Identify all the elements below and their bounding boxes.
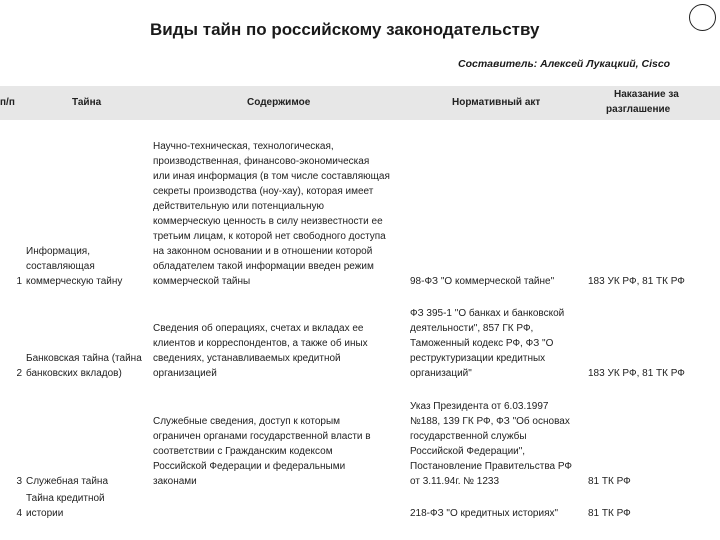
secret-content-line: третьим лицам, к которой нет свободного доступа	[153, 231, 386, 242]
legal-act	[410, 274, 580, 289]
row-number-line: 2	[16, 368, 22, 379]
corner-circle-icon	[689, 4, 716, 31]
legal-act-line: организаций"	[410, 368, 472, 379]
row-number	[0, 274, 22, 289]
secret-content-line: сведениях, устанавливаемых кредитной	[153, 353, 341, 364]
secret-content-line: клиентов и корреспондентов, а также об иных	[153, 338, 368, 349]
secret-type-line: истории	[26, 508, 64, 519]
legal-act-line: Указ Президента от 6.03.1997	[410, 401, 549, 412]
legal-act-line: от 3.11.94г. № 1233	[410, 476, 500, 487]
header-secret: Тайна	[72, 97, 102, 108]
secret-content	[153, 139, 408, 289]
secret-content-line: коммерческую ценность в силу неизвестности ее	[153, 216, 383, 227]
penalty-line: 183 УК РФ, 81 ТК РФ	[588, 368, 685, 379]
secret-content-line: законами	[153, 476, 197, 487]
secret-content-line: секреты производства (ноу-хау), которая имеет	[153, 186, 374, 197]
secret-content	[153, 414, 408, 489]
penalty	[588, 366, 698, 381]
secret-content-line: обладателем такой информации введен режим	[153, 261, 374, 272]
legal-act	[410, 399, 580, 489]
legal-act-line: государственной службы	[410, 431, 527, 442]
legal-act-line: ФЗ 395-1 "О банках и банковской	[410, 308, 565, 319]
penalty	[588, 274, 698, 289]
secret-content-line: производственная, финансово-экономическая	[153, 156, 370, 167]
secret-type-line: Информация,	[26, 246, 91, 257]
row-number-line: 3	[16, 476, 22, 487]
legal-act-line: Таможенный кодекс РФ, ФЗ "О	[410, 338, 554, 349]
penalty-line: 183 УК РФ, 81 ТК РФ	[588, 276, 685, 287]
header-penalty-2: разглашение	[606, 104, 671, 115]
secret-type-line: коммерческую тайну	[26, 276, 123, 287]
secret-type	[26, 244, 151, 289]
author-credit: Составитель: Алексей Лукацкий, Cisco	[458, 58, 671, 70]
penalty	[588, 474, 698, 489]
page-title: Виды тайн по российскому законодательству	[150, 20, 540, 39]
row-number	[0, 474, 22, 489]
row-number-line: 1	[16, 276, 22, 287]
secret-content	[153, 321, 408, 381]
legal-act-line: деятельности", 857 ГК РФ,	[410, 323, 534, 334]
legal-act-line: 98-ФЗ "О коммерческой тайне"	[410, 276, 555, 287]
secret-type-line: банковских вкладов)	[26, 368, 122, 379]
legal-act	[410, 506, 580, 521]
header-content: Содержимое	[247, 97, 311, 108]
secret-content-line: коммерческой тайны	[153, 276, 251, 287]
legal-act-line: 218-ФЗ "О кредитных историях"	[410, 508, 559, 519]
secret-type-line: Служебная тайна	[26, 476, 109, 487]
legal-act-line: Постановление Правительства РФ	[410, 461, 573, 472]
penalty	[588, 506, 698, 521]
secret-type	[26, 474, 151, 489]
secret-content-line: Научно-техническая, технологическая,	[153, 141, 334, 152]
secret-type	[26, 351, 151, 381]
secret-content-line: Российской Федерации и федеральными	[153, 461, 346, 472]
header-num: п/п	[0, 97, 15, 108]
secret-content-line: действительную или потенциальную	[153, 201, 325, 212]
secret-content-line: или иная информация (в том числе составляющая	[153, 171, 390, 182]
secret-content-line: организацией	[153, 368, 217, 379]
legal-act-line: Российской Федерации",	[410, 446, 526, 457]
secret-type-line: Тайна кредитной	[26, 493, 105, 504]
header-act: Нормативный акт	[452, 97, 541, 108]
secret-type-line: составляющая	[26, 261, 95, 272]
legal-act	[410, 306, 580, 381]
penalty-line: 81 ТК РФ	[588, 508, 631, 519]
secret-content-line: соответствии с Гражданским кодексом	[153, 446, 333, 457]
row-number-line: 4	[16, 508, 22, 519]
row-number	[0, 506, 22, 521]
secret-content-line: Сведения об операциях, счетах и вкладах ее	[153, 323, 364, 334]
secret-type	[26, 491, 151, 521]
secret-content-line: на законном основании и в отношении которой	[153, 246, 373, 257]
legal-act-line: реструктуризации кредитных	[410, 353, 546, 364]
header-penalty: Наказание за	[614, 89, 679, 100]
secret-content-line: ограничен органами государственной власти в	[153, 431, 371, 442]
legal-act-line: №188, 139 ГК РФ, ФЗ "Об основах	[410, 416, 570, 427]
penalty-line: 81 ТК РФ	[588, 476, 631, 487]
secret-content-line: Служебные сведения, доступ к которым	[153, 416, 341, 427]
secret-type-line: Банковская тайна (тайна	[26, 353, 142, 364]
row-number	[0, 366, 22, 381]
